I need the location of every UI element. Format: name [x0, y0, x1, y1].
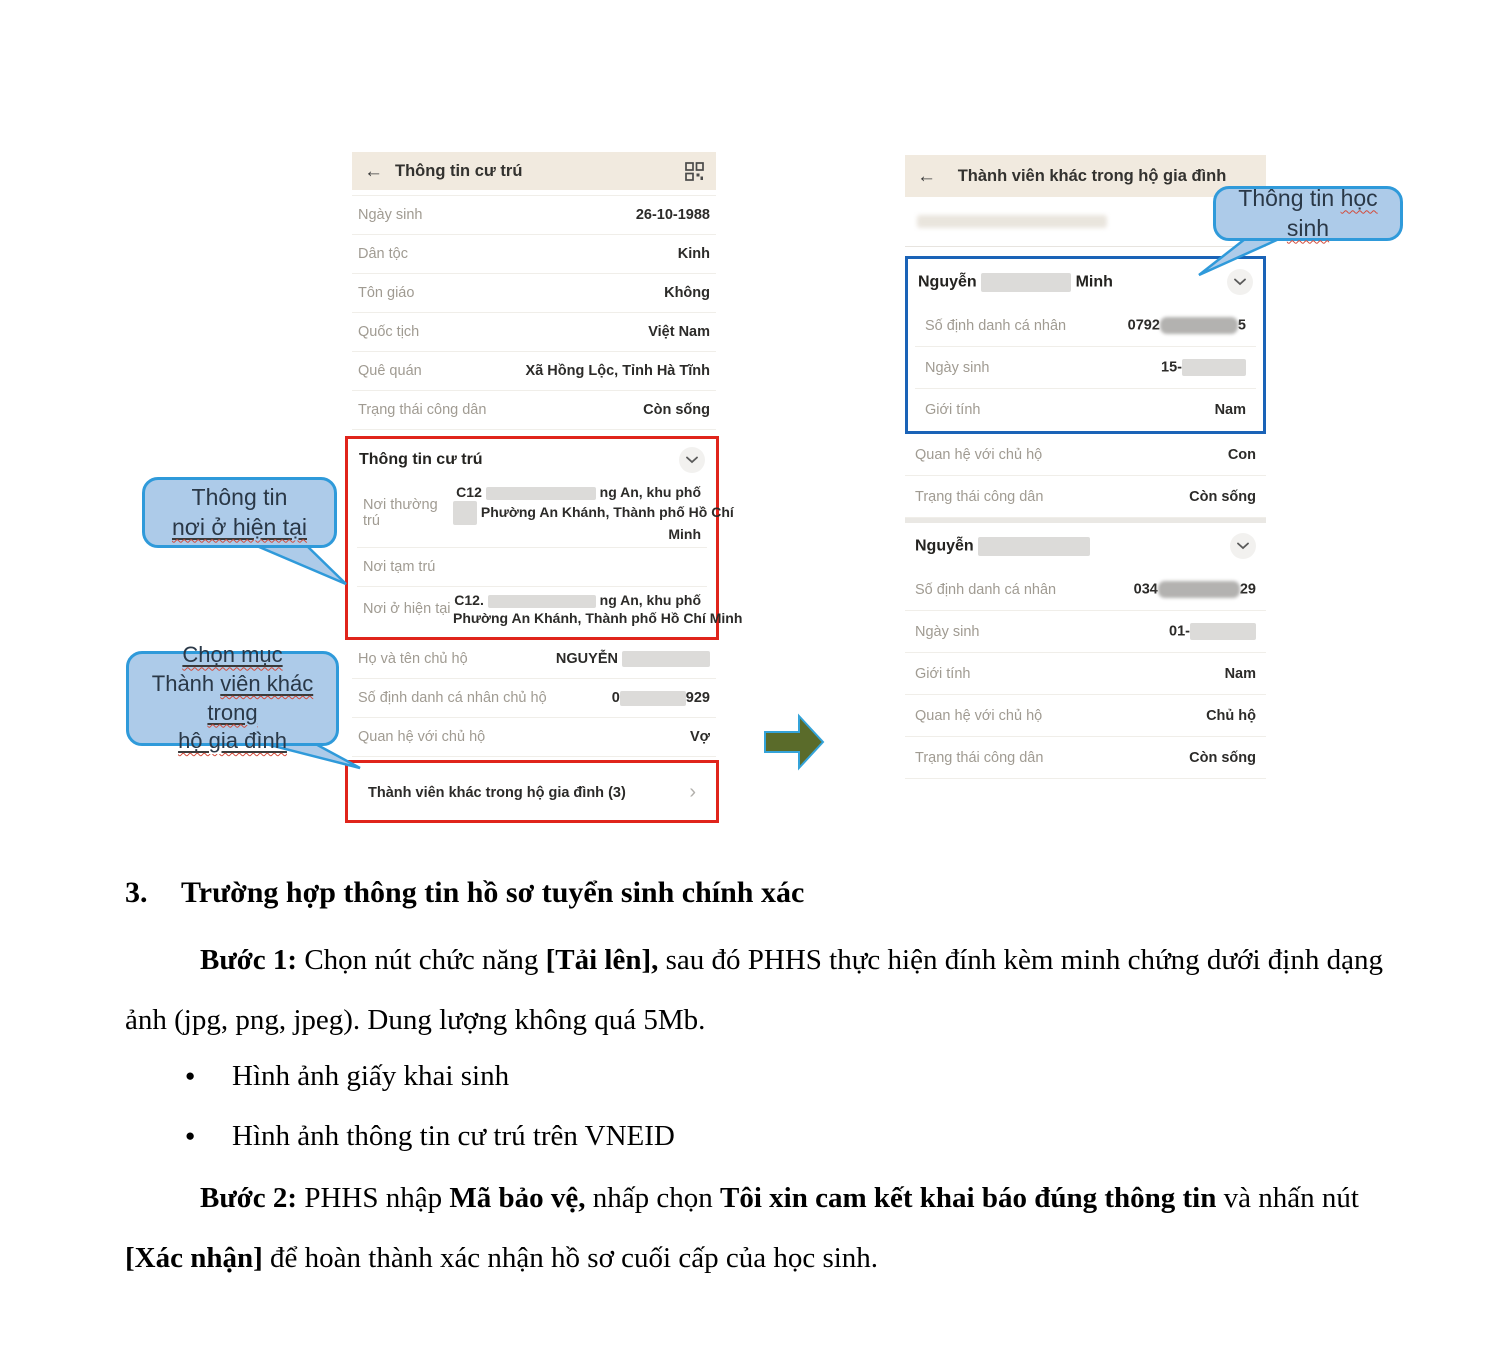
callout-choose-members: Chọn mục Thành viên khác trong hộ gia đình — [126, 651, 339, 746]
redaction-block — [622, 651, 710, 667]
member2-gender-row: Giới tính Nam — [905, 653, 1266, 695]
member2-id-row: Số định danh cá nhân 034 29 — [905, 569, 1266, 611]
blurred-text — [917, 215, 1107, 228]
field-row-so-dinh-danh-chu-ho: Số định danh cá nhân chủ hộ 0 929 — [352, 679, 716, 718]
member1-id-row: Số định danh cá nhân 0792 5 — [915, 305, 1256, 347]
member1-name-row[interactable]: Nguyễn Minh — [915, 259, 1256, 305]
redaction-block — [453, 501, 477, 525]
evidence-list — [183, 1046, 675, 1166]
members-link-row[interactable]: Thành viên khác trong hộ gia đình (3) › — [368, 781, 696, 803]
redaction-block — [981, 273, 1071, 292]
chevron-right-icon: › — [689, 781, 696, 803]
redaction-block — [486, 487, 596, 500]
field-row-noi-tam-tru: Nơi tạm trú — [357, 548, 707, 587]
member1-gender-row: Giới tính Nam — [925, 402, 1246, 418]
field-row-quan-he-chu-ho: Quan hệ với chủ hộ Vợ — [352, 718, 716, 757]
field-row-trang-thai: Trạng thái công dân Còn sống — [352, 391, 716, 430]
redaction-scribble — [1160, 317, 1238, 334]
list-item: ● Hình ảnh giấy khai sinh — [183, 1046, 675, 1106]
member2-name-row[interactable]: Nguyễn — [905, 523, 1266, 569]
field-row-noi-thuong-tru: Nơi thường trú C12 ng An, khu phố Phường An Khánh, Thành phố Hồ Chí Minh — [357, 479, 707, 548]
chevron-down-icon[interactable] — [1230, 533, 1256, 559]
permanent-address-value: C12 ng An, khu phố Phường An Khánh, Thành phố Hồ Chí Minh — [453, 483, 701, 543]
section-heading: 3. Trường hợp thông tin hồ sơ tuyển sinh chính xác — [125, 876, 805, 909]
callout-tail — [248, 542, 350, 588]
callout-current-residence: Thông tin nơi ở hiện tại — [142, 477, 337, 548]
right-phone-title: Thành viên khác trong hộ gia đình — [957, 166, 1227, 185]
redaction-block — [620, 691, 686, 706]
field-row-ngay-sinh: Ngày sinh 26-10-1988 — [352, 196, 716, 235]
step1-paragraph: Bước 1: Chọn nút chức năng [Tải lên], sau đó PHHS thực hiện đính kèm minh chứng dưới định dạng ảnh (jpg, png, jpeg). Dung lượng không quá 5Mb. — [125, 944, 1383, 1036]
field-row-noi-o-hien-tai: Nơi ở hiện tại C12. ng An, khu phố Phường An Khánh, Thành phố Hồ Chí Minh — [363, 592, 743, 626]
redaction-block — [1190, 623, 1256, 640]
member2-status-row: Trạng thái công dân Còn sống — [905, 737, 1266, 779]
chevron-down-icon[interactable] — [679, 447, 705, 473]
qr-scan-icon[interactable] — [685, 162, 704, 181]
left-phone-header — [352, 152, 716, 190]
residence-section-header[interactable]: Thông tin cư trú — [357, 441, 707, 479]
left-phone-title: Thông tin cư trú — [395, 161, 523, 180]
field-row-quoc-tich: Quốc tịch Việt Nam — [352, 313, 716, 352]
household-fields — [352, 640, 716, 757]
callout-student-info: Thông tin học sinh — [1213, 186, 1403, 241]
field-row-dan-toc: Dân tộc Kinh — [352, 235, 716, 274]
redaction-block — [978, 537, 1090, 556]
screenshot-residence-info — [352, 152, 743, 823]
members-link-highlight — [345, 760, 719, 823]
list-item: ● Hình ảnh thông tin cư trú trên VNEID — [183, 1106, 675, 1166]
member1-dob-row: Ngày sinh 15- — [915, 347, 1256, 389]
right-phone-header — [905, 155, 1266, 197]
callout-tail — [1195, 238, 1283, 278]
redaction-scribble — [1158, 581, 1240, 598]
member2-relation-row: Quan hệ với chủ hộ Chủ hộ — [905, 695, 1266, 737]
residence-section-highlight — [345, 436, 743, 640]
field-row-que-quan: Quê quán Xã Hồng Lộc, Tỉnh Hà Tĩnh — [352, 352, 716, 391]
redaction-block — [1182, 359, 1246, 376]
student-card-highlight — [905, 256, 1266, 434]
field-row-ho-ten-chu-ho: Họ và tên chủ hộ NGUYỄN — [352, 640, 716, 679]
next-step-arrow-icon — [762, 711, 826, 773]
field-row-ton-giao: Tôn giáo Không — [352, 274, 716, 313]
redaction-block — [488, 595, 596, 608]
back-icon[interactable]: ← — [364, 160, 383, 182]
current-address-value: C12. ng An, khu phố Phường An Khánh, Thành phố Hồ Chí Minh — [453, 592, 743, 626]
member1-relation-row: Quan hệ với chủ hộ Con — [905, 434, 1266, 476]
step2-paragraph: Bước 2: PHHS nhập Mã bảo vệ, nhấp chọn Tôi xin cam kết khai báo đúng thông tin và nhấn nút [Xác nhận] để hoàn thành xác nhận hồ sơ cuối cấp của học sinh. — [125, 1182, 1359, 1274]
left-phone-fields — [352, 195, 716, 430]
back-icon[interactable]: ← — [917, 165, 936, 187]
member1-status-row: Trạng thái công dân Còn sống — [905, 476, 1266, 518]
member2-dob-row: Ngày sinh 01- — [905, 611, 1266, 653]
